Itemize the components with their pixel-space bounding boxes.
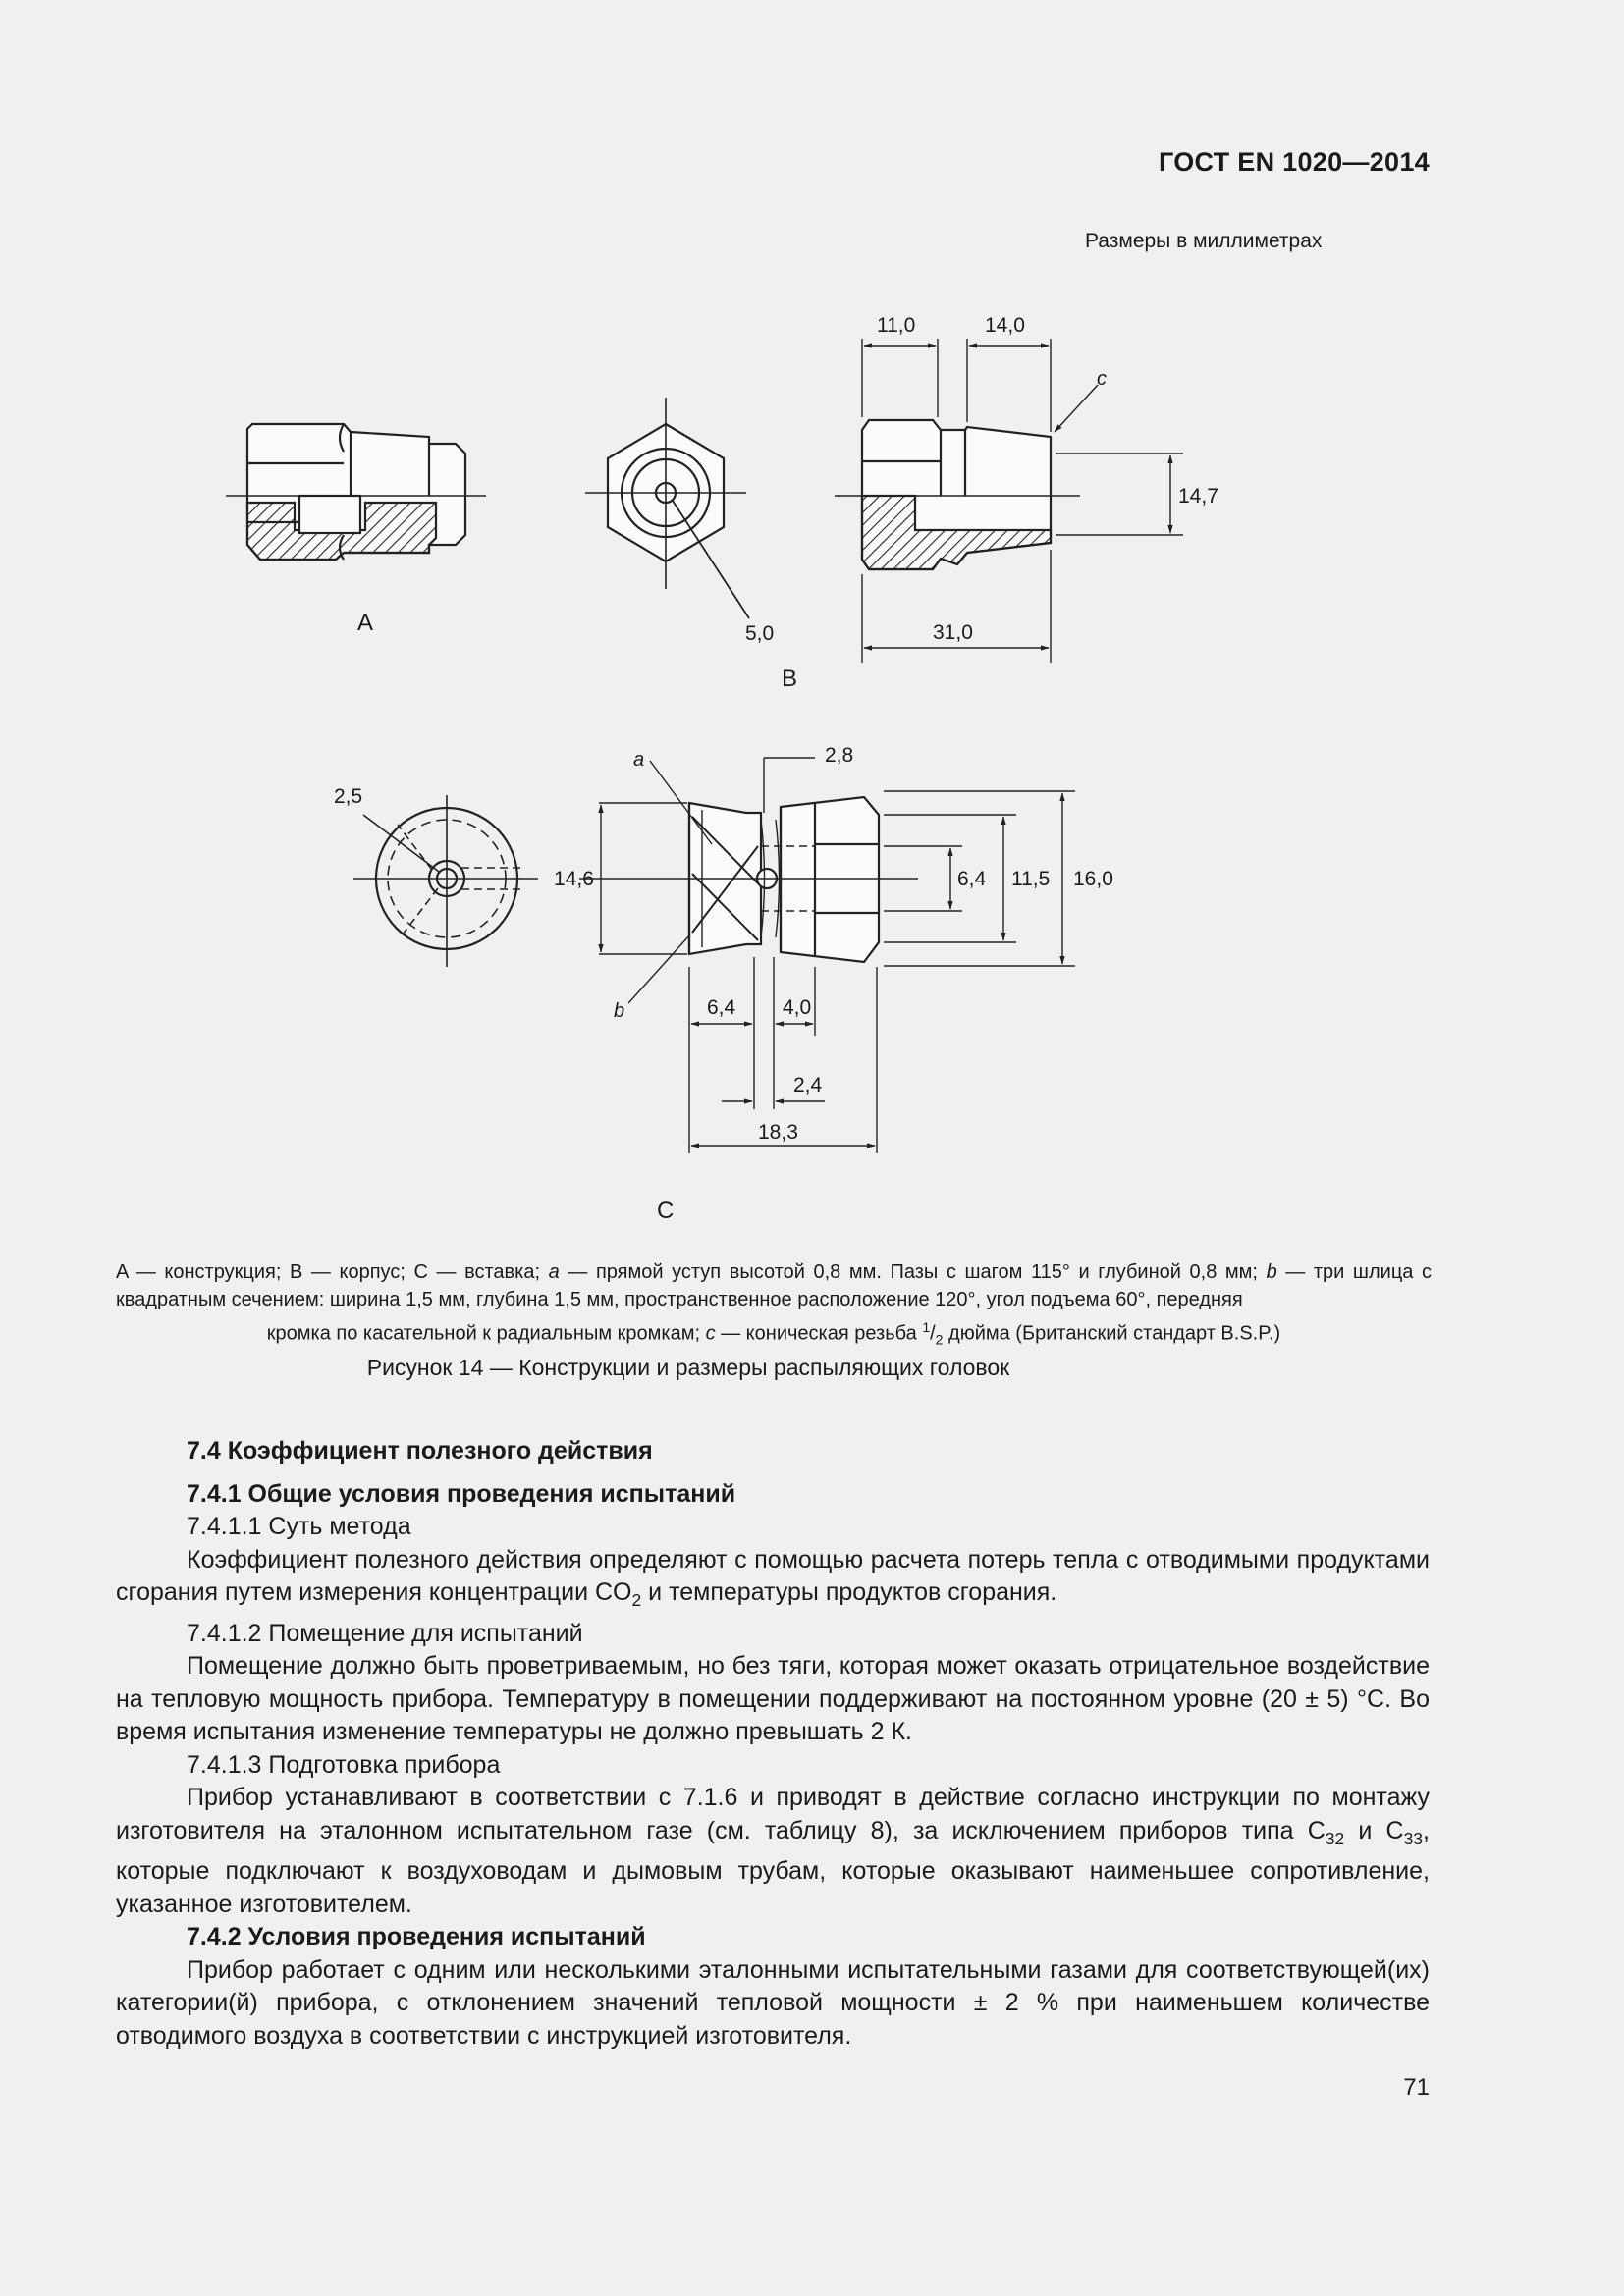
dim-c-6-4-h: 6,4 — [707, 996, 736, 1019]
view-c-insert-section — [579, 758, 1075, 1153]
dim-c-11-5: 11,5 — [1011, 868, 1051, 890]
standard-code: ГОСТ EN 1020—2014 — [1158, 147, 1430, 177]
subheading-7-4-1-2: 7.4.1.2 Помещение для испытаний — [187, 1619, 583, 1647]
figure-legend: A — конструкция; B — корпус; C — вставка; a — прямой уступ высотой 0,8 мм. Пазы с шагом 115° и глубиной 0,8 мм; b — три шлица с квадратным сечением: ширина 1,5 мм, глубина 1,5 мм, пространственное расположение 120°, угол подъема 60°, передняя кромка по касательной к радиальным кромкам; c — коническая резьба $^1/_2$ дюйма (Британский стандарт B.S.P.) — [116, 1261, 1432, 1348]
subheading-7-4-1-3: 7.4.1.3 Подготовка прибора — [187, 1750, 501, 1779]
dim-b-14-7: 14,7 — [1178, 485, 1218, 507]
dim-b-14: 14,0 — [985, 314, 1025, 337]
dim-b-hole: 5,0 — [745, 622, 775, 645]
heading-7-4: 7.4 Коэффициент полезного действия — [187, 1437, 653, 1465]
label-c-thread: c — [1097, 368, 1107, 390]
label-b-slots: b — [614, 1000, 625, 1022]
dim-b-31: 31,0 — [933, 621, 973, 644]
heading-7-4-1: 7.4.1 Общие условия проведения испытаний — [187, 1479, 736, 1508]
view-a-assembly — [226, 424, 486, 560]
dim-b-11: 11,0 — [877, 314, 916, 337]
dim-c-4-0: 4,0 — [783, 996, 812, 1019]
dim-c-18-3: 18,3 — [758, 1121, 798, 1144]
figure-caption: Рисунок 14 — Конструкции и размеры распыляющих головок — [366, 1355, 1010, 1380]
subheading-7-4-1-1: 7.4.1.1 Суть метода — [187, 1513, 411, 1540]
dim-c-6-4-v: 6,4 — [957, 868, 987, 890]
paragraph-7-4-1-3: Прибор устанавливают в соответствии с 7.1.6 и приводят в действие согласно инструкции по монтажу изготовителя на эталонном испытательном газе (см. таблицу 8), за исключением приборов типа $C_{32}$ и $C_{33}$, которые подключают к воздуховодам и дымовым трубам, которые оказывают наименьшее сопротивление, указанное изготовителем. — [116, 1784, 1430, 1918]
page-number: 71 — [1403, 2074, 1430, 2101]
view-c-end-view — [353, 795, 538, 967]
view-b-label: B — [782, 666, 798, 692]
view-b-end-view — [585, 398, 749, 618]
units-note: Размеры в миллиметрах — [1085, 230, 1323, 252]
paragraph-7-4-1-2: Помещение должно быть проветриваемым, но без тяги, которая может оказать отрицательное воздействие на тепловую мощность прибора. Температуру в помещении поддерживают на постоянном уровне (20 ± 5) °С. Во время испытания изменение температуры не должно превышать 2 К. — [116, 1652, 1430, 1745]
dim-c-14-6: 14,6 — [554, 868, 594, 890]
view-c-label: C — [657, 1198, 675, 1224]
paragraph-7-4-2: Прибор работает с одним или несколькими эталонными испытательными газами для соответствующей(их) категории(й) прибора, с отклонением значений тепловой мощности ± 2 % при наименьшем количестве отводимого воздуха в соответствии с инструкцией изготовителя. — [116, 1955, 1430, 2050]
view-b-body-section — [835, 339, 1183, 663]
view-a-label: A — [357, 610, 374, 636]
paragraph-7-4-1-1: Коэффициент полезного действия определяют с помощью расчета потерь тепла с отводимыми продуктами сгорания путем измерения концентрации $CO_2$ и температуры продуктов сгорания. — [116, 1545, 1430, 1610]
dim-c-16-0: 16,0 — [1073, 868, 1113, 890]
heading-7-4-2: 7.4.2 Условия проведения испытаний — [187, 1923, 646, 1950]
dim-c-2-4: 2,4 — [793, 1074, 823, 1096]
dim-c-hole: 2,5 — [334, 785, 363, 808]
section-7-4 — [116, 1435, 1430, 2053]
dim-c-2-8: 2,8 — [825, 744, 854, 767]
label-a-step: a — [633, 749, 645, 771]
